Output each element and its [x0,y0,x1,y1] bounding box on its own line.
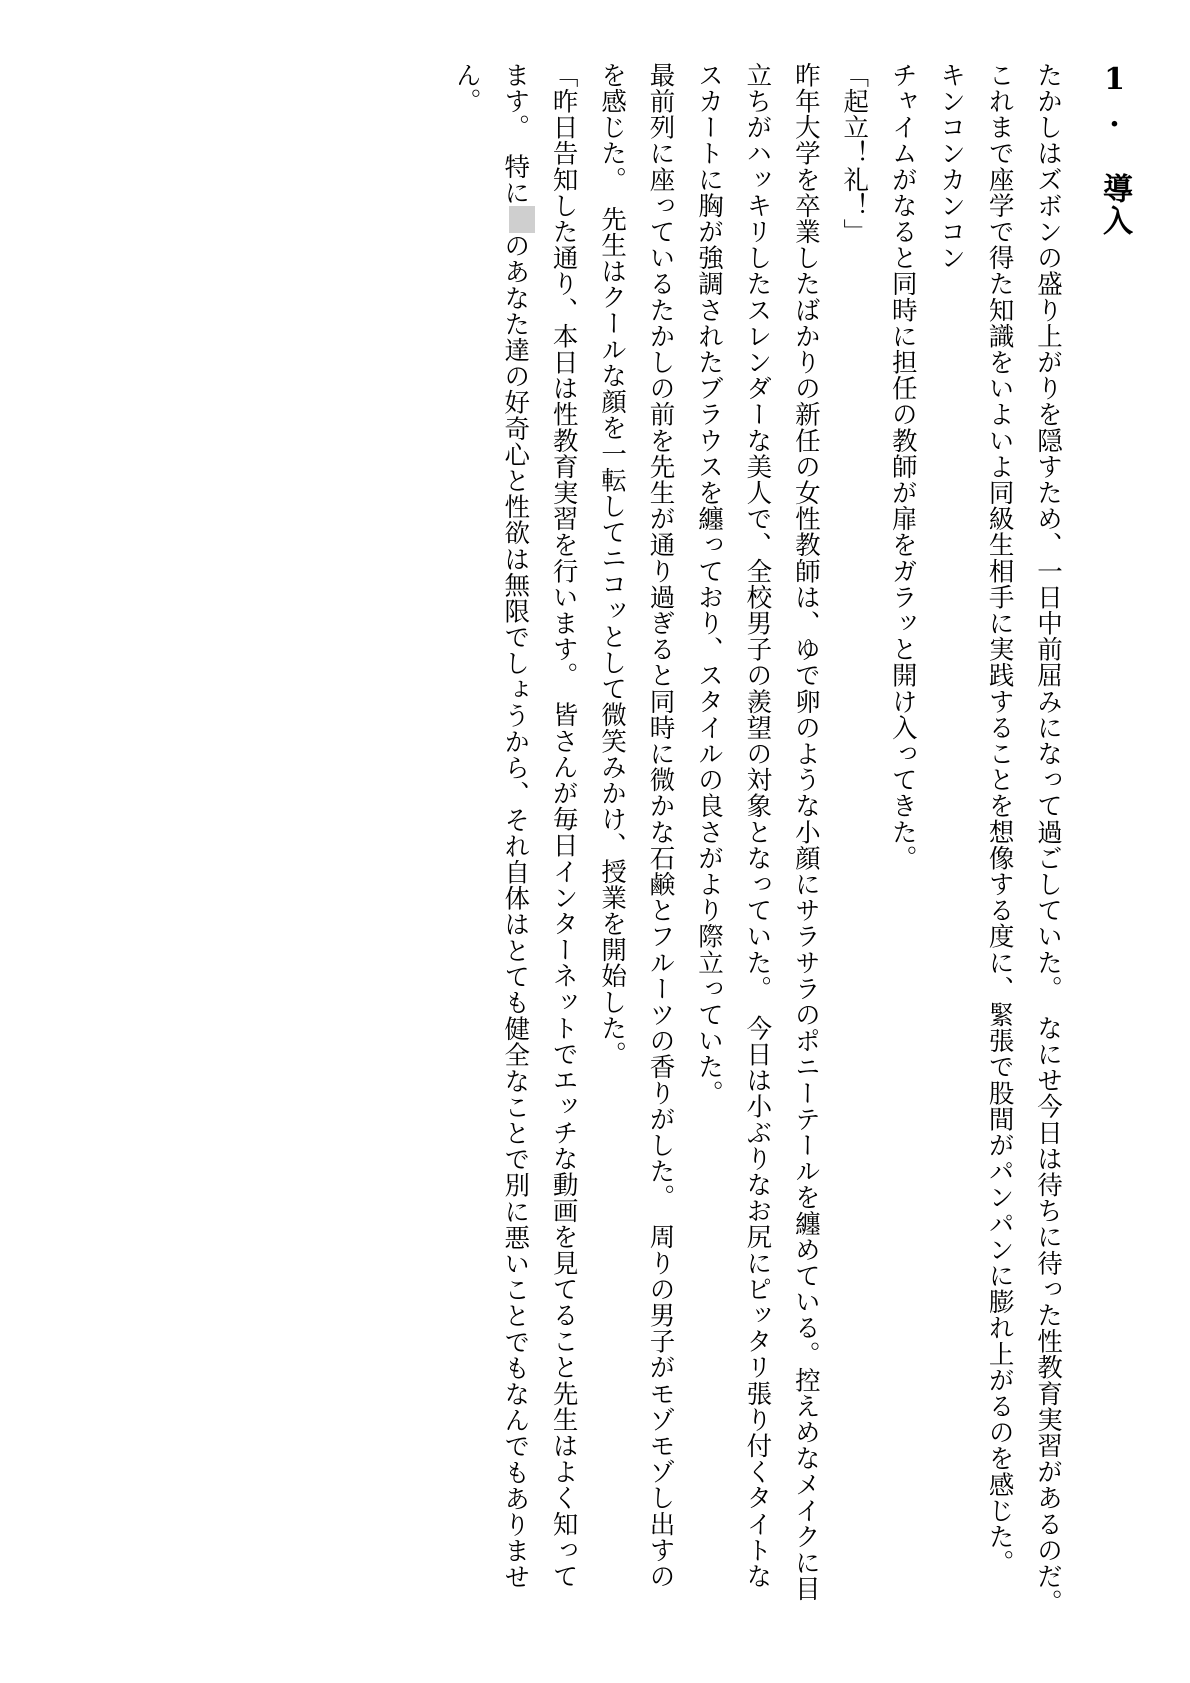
vertical-text-body [118,62,1138,1629]
paragraph-7-part-b: のあなた達の好奇心と性欲は無限でしょうから、それ自体はとても健全なことで別に悪いことでもなんでもありません。 [451,62,531,1590]
paragraph-5: 昨年大学を卒業したばかりの新任の女性教師は、ゆで卵のような小顔にサラサラのポニーテールを纏めている。控えめなメイクに目立ちがハッキリしたスレンダーな美人で、全校男子の羨望の対象となっていた。 今日は小ぶりなお尻にピッタリ張り付くタイトなスカートに胸が強調されたブラウスを纏っており、スタイルの良さがより際立っていた。 [693,62,821,1602]
paragraph-4: 「起立！礼！」 [839,62,870,245]
redacted-block [509,206,535,233]
paragraph-7-part-a: 「昨日告知した通り、本日は性教育実習を行います。 皆さんが毎日インターネットでエッチな動画を見てること先生はよく知ってます。 特に [500,62,579,1590]
paragraph-2: キンコンカンコン [936,62,967,271]
paragraph-1: たかしはズボンの盛り上がりを隠すため、一日中前屈みになって過ごしていた。 なにせ今日は待ちに待った性教育実習があるのだ。 これまで座学で得た知識をいよいよ同級生相手に実践することを想像する度に、緊張で股間がパンパンに膨れ上がるのを感じた。 [984,62,1063,1629]
paragraph-7 [442,62,587,1607]
page-heading: 1. 導入 [1097,62,1132,237]
paragraph-3: チャイムがなると同時に担任の教師が扉をガラッと開け入ってきた。 [887,62,918,872]
paragraph-6: 最前列に座っているたかしの前を先生が通り過ぎると同時に微かな石鹸とフルーツの香りがした。 周りの男子がモゾモゾし出すのを感じた。 先生はクールな顔を一転してニコッとして微笑みかけ、授業を開始した。 [597,62,676,1590]
